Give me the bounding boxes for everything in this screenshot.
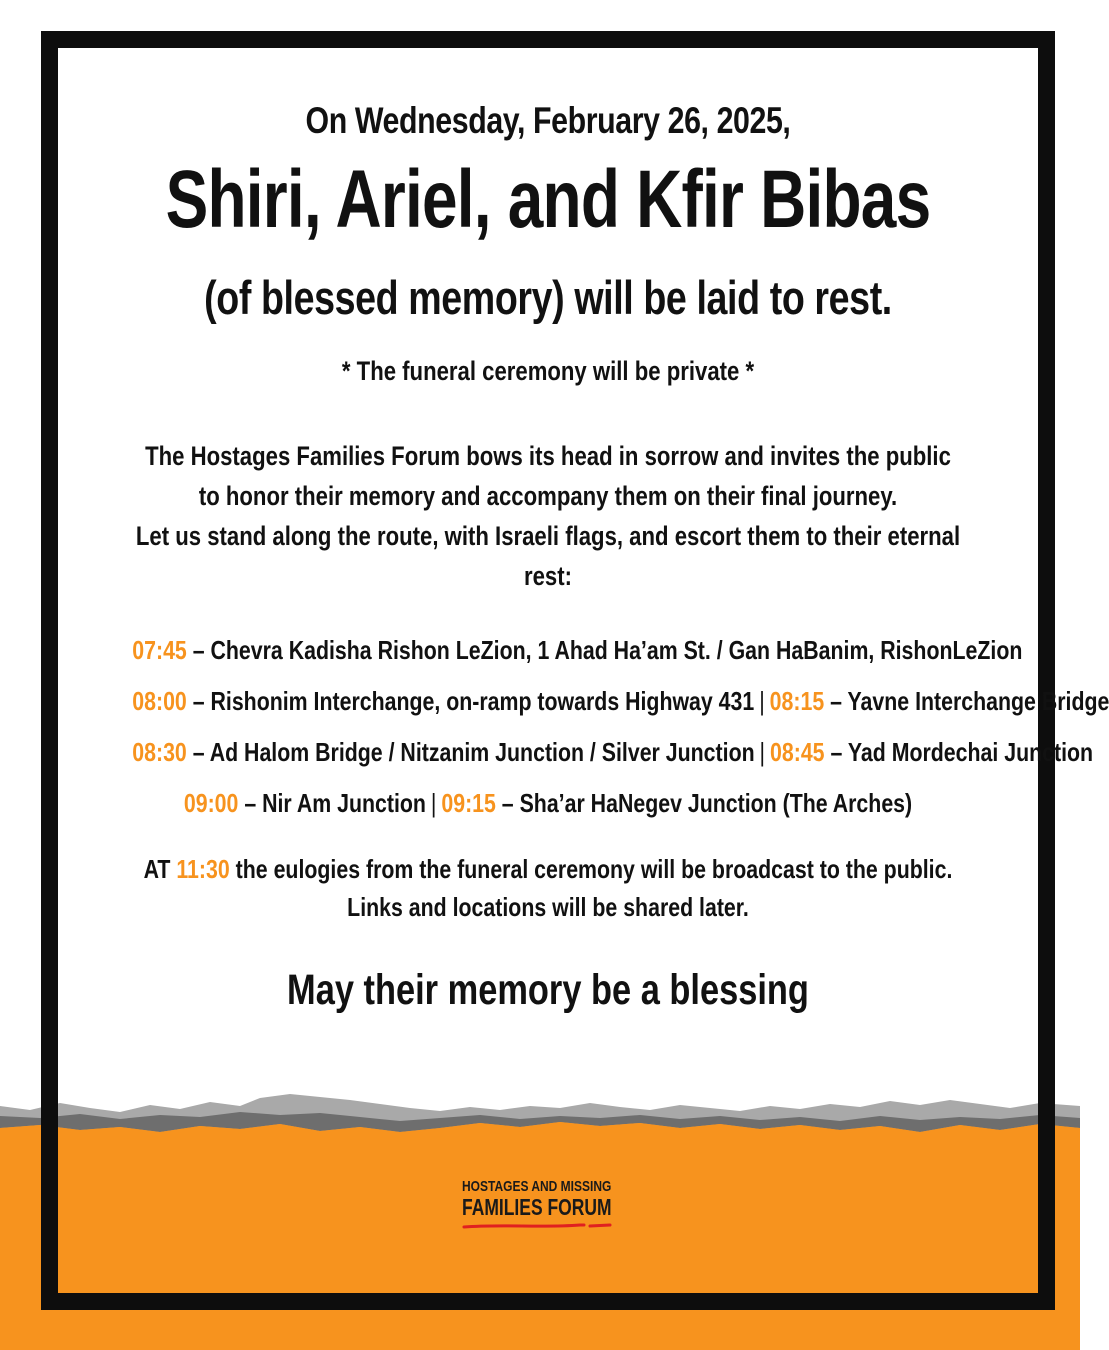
schedule-time: 08:30 <box>132 737 187 767</box>
schedule-row <box>132 676 1109 727</box>
broadcast-text: the eulogies from the funeral ceremony will be broadcast to the public. <box>229 854 953 884</box>
logo-line-2: FAMILIES FORUM <box>462 1194 612 1220</box>
schedule-time: 08:15 <box>769 686 825 716</box>
separator: | <box>430 788 437 818</box>
schedule-location: – Sha’ar HaNegev Junction (The Arches) <box>495 788 913 818</box>
schedule-row <box>132 778 963 829</box>
broadcast-line-2: Links and locations will be shared later. <box>347 892 749 922</box>
broadcast-line-1 <box>132 850 963 888</box>
blessing-line: May their memory be a blessing <box>287 966 809 1014</box>
schedule-time: 09:00 <box>183 788 239 818</box>
names-title: Shiri, Ariel, and Kfir Bibas <box>165 154 931 245</box>
broadcast-time: 11:30 <box>176 854 230 884</box>
schedule-location: – Nir Am Junction <box>238 788 426 818</box>
route-schedule <box>132 625 1109 829</box>
separator: | <box>759 686 765 716</box>
schedule-row <box>132 727 1094 778</box>
schedule-time: 07:45 <box>132 635 187 665</box>
broadcast-prefix: AT <box>143 854 177 884</box>
invitation-line-1: The Hostages Families Forum bows its head in sorrow and invites the public <box>145 441 951 471</box>
schedule-location: – Chevra Kadisha Rishon LeZion, 1 Ahad Ha’am St. / Gan HaBanim, RishonLeZion <box>186 635 1023 665</box>
schedule-time: 09:15 <box>441 788 496 818</box>
invitation-line-3: Let us stand along the route, with Israeli flags, and escort them to their eternal rest: <box>135 521 961 591</box>
logo-red-underline <box>462 1222 612 1230</box>
schedule-location: – Ad Halom Bridge / Nitzanim Junction / Silver Junction <box>186 737 755 767</box>
separator: | <box>759 737 766 767</box>
laid-to-rest-line: (of blessed memory) will be laid to rest. <box>204 271 892 324</box>
date-line: On Wednesday, February 26, 2025, <box>305 100 791 141</box>
schedule-row <box>132 625 1023 676</box>
forum-logo <box>462 1178 622 1230</box>
schedule-time: 08:00 <box>132 686 187 716</box>
private-ceremony-notice: * The funeral ceremony will be private * <box>341 356 755 386</box>
schedule-time: 08:45 <box>770 737 825 767</box>
forum-invitation <box>132 436 963 596</box>
broadcast-notice <box>132 850 963 926</box>
schedule-location: – Yavne Interchange Bridge <box>824 686 1109 716</box>
logo-line-1: HOSTAGES AND MISSING <box>462 1178 612 1195</box>
schedule-location: – Rishonim Interchange, on-ramp towards Highway 431 <box>186 686 755 716</box>
invitation-line-2: to honor their memory and accompany them on their final journey. <box>198 481 898 511</box>
schedule-location: – Yad Mordechai Junction <box>824 737 1094 767</box>
